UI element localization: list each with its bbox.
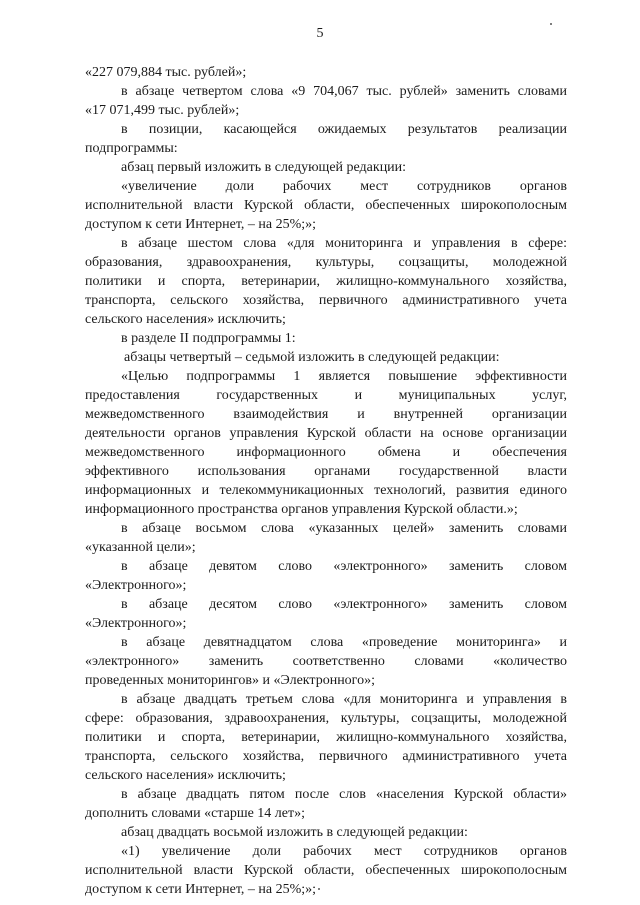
text-line: «указанной цели»;	[85, 540, 196, 555]
text-line: информационных и телекоммуникационных технологий, развития единого	[85, 483, 567, 498]
text-line: «увеличение доли рабочих мест сотрудников органов	[121, 179, 567, 194]
text-line: в абзаце восьмом слова «указанных целей» заменить словами	[121, 521, 567, 536]
text-line: политики и спорта, ветеринарии, жилищно-коммунального хозяйства,	[85, 730, 567, 745]
text-line: транспорта, сельского хозяйства, первичного административного учета	[85, 293, 567, 308]
text-line: межведомственного взаимодействия и внутренней организации	[85, 407, 567, 422]
text-line: сельского населения» исключить;	[85, 768, 286, 783]
document-body	[85, 63, 567, 899]
text-line: межведомственного информационного обмена и обеспечения	[85, 445, 567, 460]
text-line: в абзаце четвертом слова «9 704,067 тыс. рублей» заменить словами	[121, 84, 567, 99]
text-line: в разделе II подпрограммы 1:	[121, 331, 296, 346]
text-line: абзац первый изложить в следующей редакции:	[121, 160, 407, 175]
text-line: в абзаце девятом слово «электронного» заменить словом	[121, 559, 567, 574]
text-line: образования, здравоохранения, культуры, соцзащиты, молодежной	[85, 255, 567, 270]
text-line: «Целью подпрограммы 1 является повышение эффективности	[121, 369, 567, 384]
text-line: «Электронного»;	[85, 616, 187, 631]
text-line: эффективного использования органами государственной власти	[85, 464, 567, 479]
scan-speck	[550, 23, 552, 25]
text-line: в абзаце десятом слово «электронного» заменить словом	[121, 597, 567, 612]
text-line: политики и спорта, ветеринарии, жилищно-коммунального хозяйства,	[85, 274, 567, 289]
text-line: дополнить словами «старше 14 лет»;	[85, 806, 306, 821]
text-line: доступом к сети Интернет, – на 25%;»;	[85, 217, 317, 232]
text-line: в абзаце девятнадцатом слова «проведение мониторинга» и	[121, 635, 567, 650]
text-line: сфере: образования, здравоохранения, культуры, соцзащиты, молодежной	[85, 711, 567, 726]
text-line: в абзаце шестом слова «для мониторинга и управления в сфере:	[121, 236, 567, 251]
text-line: исполнительной власти Курской области, обеспеченных широкополосным	[85, 863, 567, 878]
text-line: проведенных мониторингов» и «Электронного»;	[85, 673, 375, 688]
text-line: предоставления государственных и муниципальных услуг,	[85, 388, 567, 403]
text-line: доступом к сети Интернет, – на 25%;»;	[85, 882, 317, 897]
text-line: исполнительной власти Курской области, обеспеченных широкополосным	[85, 198, 567, 213]
text-line: «Электронного»;	[85, 578, 187, 593]
text-line: деятельности органов управления Курской области на основе организации	[85, 426, 567, 441]
text-line: «17 071,499 тыс. рублей»;	[85, 103, 240, 118]
text-line: «227 079,884 тыс. рублей»;	[85, 65, 247, 80]
text-line: транспорта, сельского хозяйства, первичного административного учета	[85, 749, 567, 764]
text-line: информационного пространства органов управления Курской области.»;	[85, 502, 518, 517]
text-line: подпрограммы:	[85, 141, 178, 156]
text-line: «электронного» заменить соответственно словами «количество	[85, 654, 567, 669]
text-line: сельского населения» исключить;	[85, 312, 286, 327]
page-number: 5	[316, 26, 324, 41]
text-line: «1) увеличение доли рабочих мест сотрудников органов	[121, 844, 567, 859]
text-line: в абзаце двадцать пятом после слов «населения Курской области»	[121, 787, 567, 802]
text-line: в абзаце двадцать третьем слова «для мониторинга и управления в	[121, 692, 567, 707]
text-line: абзацы четвертый – седьмой изложить в следующей редакции:	[124, 350, 500, 365]
text-line: абзац двадцать восьмой изложить в следующей редакции:	[121, 825, 468, 840]
text-line: в позиции, касающейся ожидаемых результатов реализации	[121, 122, 567, 137]
